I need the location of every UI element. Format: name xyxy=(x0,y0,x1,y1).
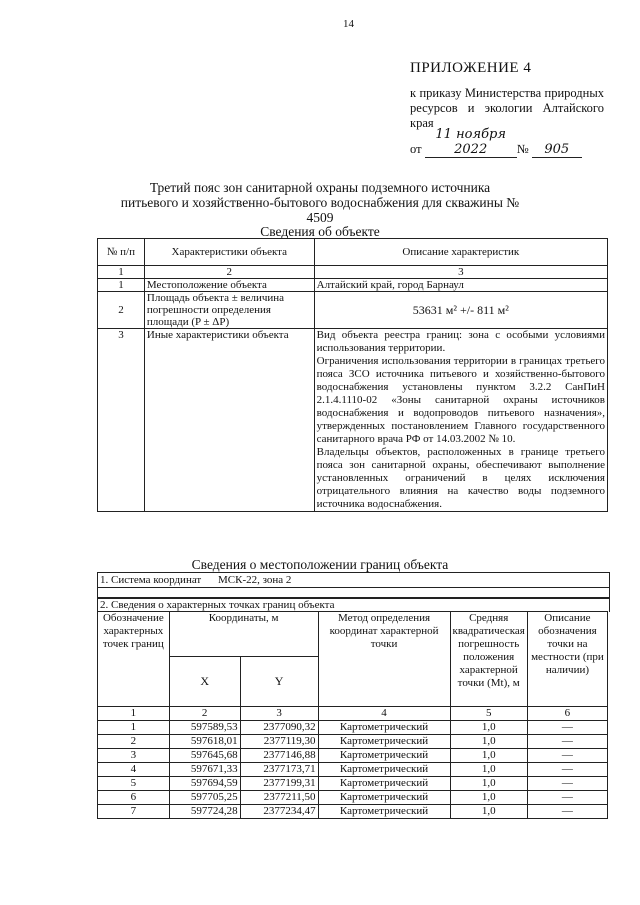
row-description xyxy=(314,329,607,512)
table2-index-cell: 6 xyxy=(527,707,607,721)
table-row xyxy=(98,292,608,329)
coord-system-row xyxy=(97,572,610,588)
coord-system-value: МСК-22, зона 2 xyxy=(217,574,292,586)
point-y: 2377173,71 xyxy=(240,763,318,777)
point-y: 2377199,31 xyxy=(240,777,318,791)
coord-system-label: 1. Система координат xyxy=(100,574,202,586)
point-method: Картометрический xyxy=(318,805,450,819)
table1-index-cell: 3 xyxy=(314,266,607,279)
table-row xyxy=(98,329,608,512)
point-accuracy: 1,0 xyxy=(450,735,527,749)
point-description: — xyxy=(527,777,607,791)
row-characteristic: Местоположение объекта xyxy=(144,279,314,292)
point-x: 597705,25 xyxy=(169,791,240,805)
point-description: — xyxy=(527,735,607,749)
point-description: — xyxy=(527,721,607,735)
point-number: 6 xyxy=(98,791,170,805)
point-x: 597645,68 xyxy=(169,749,240,763)
row-number: 1 xyxy=(98,279,145,292)
point-y: 2377119,30 xyxy=(240,735,318,749)
point-number: 4 xyxy=(98,763,170,777)
point-number: 2 xyxy=(98,735,170,749)
point-method: Картометрический xyxy=(318,749,450,763)
table2-index-cell: 5 xyxy=(450,707,527,721)
point-method: Картометрический xyxy=(318,735,450,749)
point-x: 597724,28 xyxy=(169,805,240,819)
header-x: X xyxy=(169,657,240,707)
appendix-order-text: к приказу Министерства природных ресурсов и экологии Алтайского края xyxy=(410,86,604,130)
boundary-points-table xyxy=(97,611,608,819)
header-coordinates: Координаты, м xyxy=(169,612,318,657)
row-characteristic: Площадь объекта ± величина погрешности определения площади (P ± ΔP) xyxy=(144,292,314,329)
table2-caption: Сведения о местоположении границ объекта xyxy=(191,557,449,572)
description-paragraph: Ограничения использования территории в границах третьего пояса ЗСО источника питьевого и хозяйственно-бытового водоснабжения установлены пунктом 3.2.2 СанПиН 2.1.4.1110-02 «Зоны санитарной охраны источников водоснабжения и водопроводов питьевого назначения», утвержденных постановлением Главного государственного санитарного врача РФ от 14.03.2002 № 10. xyxy=(316,355,605,445)
header-y: Y xyxy=(240,657,318,707)
table-row xyxy=(98,279,608,292)
handwritten-date: 11 ноября 2022 xyxy=(425,127,517,158)
row-description: 53631 м² +/- 811 м² xyxy=(314,292,607,329)
point-accuracy: 1,0 xyxy=(450,721,527,735)
section2-label: 2. Сведения о характерных точках границ объекта xyxy=(100,599,335,611)
spacer-row xyxy=(97,587,610,598)
header-method: Метод определения координат характерной точки xyxy=(318,612,450,707)
table-row xyxy=(98,721,608,735)
point-y: 2377211,50 xyxy=(240,791,318,805)
point-number: 1 xyxy=(98,721,170,735)
table1-header-num: № п/п xyxy=(98,239,145,266)
table-row xyxy=(98,777,608,791)
table1-header-characteristic: Характеристики объекта xyxy=(144,239,314,266)
table2-index-cell: 1 xyxy=(98,707,170,721)
appendix-date-line xyxy=(410,127,604,157)
table-row xyxy=(98,805,608,819)
point-method: Картометрический xyxy=(318,791,450,805)
point-x: 597671,33 xyxy=(169,763,240,777)
point-description: — xyxy=(527,749,607,763)
document-title: Третий пояс зон санитарной охраны подземного источника питьевого и хозяйственно-бытового водоснабжения для скважины № 4509 xyxy=(120,180,520,225)
point-accuracy: 1,0 xyxy=(450,763,527,777)
table1-index-cell: 2 xyxy=(144,266,314,279)
table-row xyxy=(98,749,608,763)
table-row xyxy=(98,791,608,805)
section2-row xyxy=(97,598,610,612)
point-description: — xyxy=(527,763,607,777)
row-characteristic: Иные характеристики объекта xyxy=(144,329,314,512)
point-y: 2377146,88 xyxy=(240,749,318,763)
row-number: 2 xyxy=(98,292,145,329)
row-number: 3 xyxy=(98,329,145,512)
header-designation: Обозначение характерных точек границ xyxy=(98,612,170,707)
page-number: 14 xyxy=(343,18,354,30)
point-number: 5 xyxy=(98,777,170,791)
point-y: 2377090,32 xyxy=(240,721,318,735)
table2-index-cell: 4 xyxy=(318,707,450,721)
object-info-table xyxy=(97,238,608,512)
point-x: 597694,59 xyxy=(169,777,240,791)
handwritten-number: 905 xyxy=(532,142,582,158)
point-accuracy: 1,0 xyxy=(450,777,527,791)
point-x: 597589,53 xyxy=(169,721,240,735)
number-label: № xyxy=(516,142,529,156)
point-description: — xyxy=(527,805,607,819)
point-method: Картометрический xyxy=(318,721,450,735)
point-accuracy: 1,0 xyxy=(450,805,527,819)
row-description: Алтайский край, город Барнаул xyxy=(314,279,607,292)
point-accuracy: 1,0 xyxy=(450,749,527,763)
point-method: Картометрический xyxy=(318,763,450,777)
point-number: 3 xyxy=(98,749,170,763)
table2-index-cell: 2 xyxy=(169,707,240,721)
from-label: от xyxy=(410,142,422,156)
point-number: 7 xyxy=(98,805,170,819)
table1-index-cell: 1 xyxy=(98,266,145,279)
description-paragraph: Вид объекта реестра границ: зона с особыми условиями использования территории. xyxy=(316,329,605,354)
point-description: — xyxy=(527,791,607,805)
point-y: 2377234,47 xyxy=(240,805,318,819)
table1-header-description: Описание характеристик xyxy=(314,239,607,266)
table-row xyxy=(98,735,608,749)
description-paragraph: Владельцы объектов, расположенных в границе третьего пояса зон санитарной охраны, обеспечивают выполнение установленных ограничений в целях исключения отрицательного влияния на качество воды подземного источника водоснабжения. xyxy=(316,446,605,510)
point-x: 597618,01 xyxy=(169,735,240,749)
point-method: Картометрический xyxy=(318,777,450,791)
table1-caption: Сведения об объекте xyxy=(260,224,380,239)
table2-index-cell: 3 xyxy=(240,707,318,721)
point-accuracy: 1,0 xyxy=(450,791,527,805)
table-row xyxy=(98,763,608,777)
header-point-description: Описание обозначения точки на местности (при наличии) xyxy=(527,612,607,707)
header-accuracy: Средняя квадратическая погрешность положения характерной точки (Mt), м xyxy=(450,612,527,707)
appendix-title: ПРИЛОЖЕНИЕ 4 xyxy=(410,60,532,76)
